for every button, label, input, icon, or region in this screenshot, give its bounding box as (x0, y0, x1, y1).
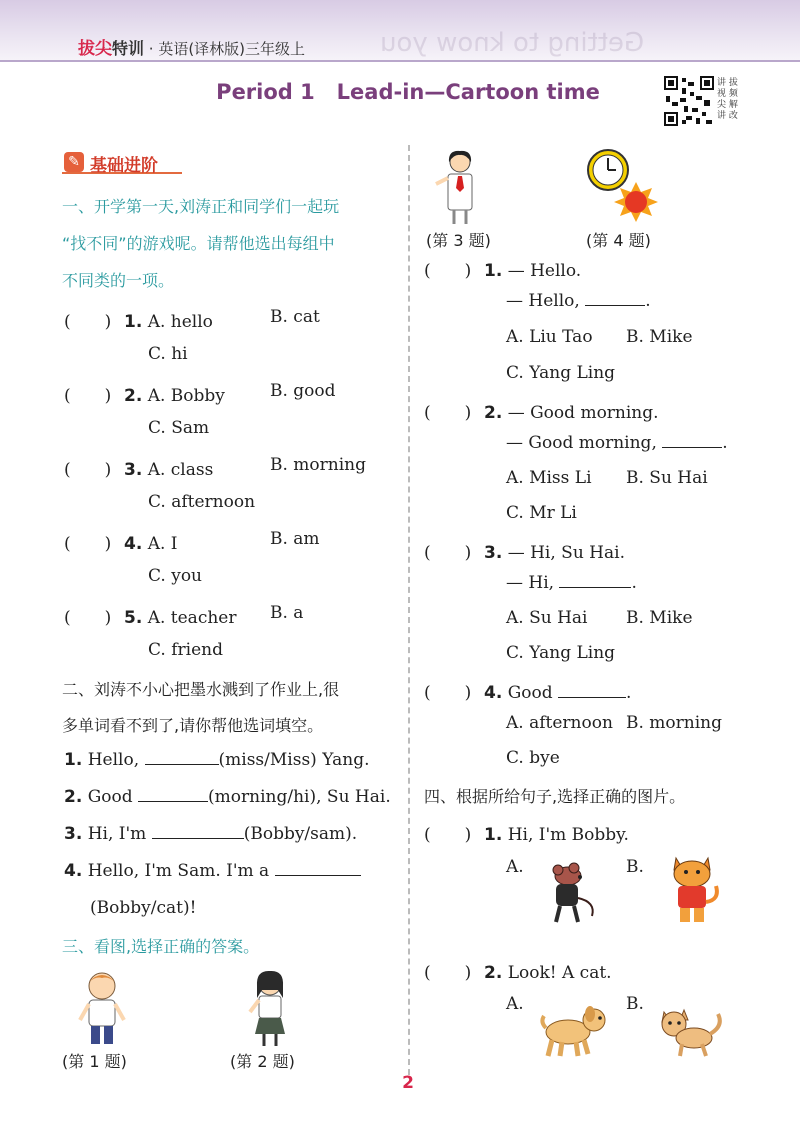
header-ghost-text: Getting to know you (380, 28, 645, 58)
answer-blank[interactable]: ( ) (424, 543, 472, 563)
answer-blank[interactable]: ( ) (424, 261, 472, 281)
option-b-label: B. (626, 994, 644, 1014)
part1-instruction-line3: 不同类的一项。 (62, 271, 175, 290)
fill-blank[interactable] (559, 574, 631, 588)
kitten-figure-icon[interactable] (656, 1004, 728, 1060)
book-brand (78, 34, 305, 59)
fill-blank[interactable] (145, 751, 219, 765)
brand-red: 拔尖 (78, 39, 112, 59)
part3-item-line: — Hello, . (506, 291, 651, 311)
part3-item: ( ) 1. — Hello. (424, 256, 581, 281)
fill-blank[interactable] (275, 862, 361, 876)
part2-item: 3. Hi, I'm (Bobby/sam). (64, 824, 358, 844)
section-label: 基础进阶 (90, 156, 158, 176)
part3-item: ( ) 3. — Hi, Su Hai. (424, 538, 625, 563)
brand-rest: · 英语(译林版)三年级上 (148, 40, 306, 58)
dog-figure-icon[interactable] (538, 1000, 610, 1060)
girl-figure-icon (240, 968, 300, 1048)
part3-item: ( ) 4. Good . (424, 678, 631, 703)
caption-q3: (第 3 题) (426, 231, 491, 250)
answer-blank[interactable]: ( ) (424, 825, 472, 845)
part3-item: ( ) 2. — Good morning. (424, 398, 659, 423)
part2-item: 4. Hello, I'm Sam. I'm a (64, 861, 361, 881)
part2-instruction-line2: 多单词看不到了,请你帮他选词填空。 (62, 716, 324, 735)
mouse-figure-icon[interactable] (540, 862, 600, 926)
fill-blank[interactable] (558, 684, 626, 698)
part1-instruction-line2: “找不同”的游戏呢。请帮他选出每组中 (62, 234, 335, 253)
caption-q1: (第 1 题) (62, 1052, 127, 1071)
caption-q4: (第 4 题) (586, 231, 651, 250)
answer-blank[interactable]: ( ) (424, 963, 472, 983)
part3-item-line: — Hi, . (506, 573, 637, 593)
answer-blank[interactable]: ( ) (64, 608, 112, 628)
answer-blank[interactable]: ( ) (64, 460, 112, 480)
answer-blank[interactable]: ( ) (64, 386, 112, 406)
pencil-icon: ✎ (64, 152, 84, 172)
caption-q2: (第 2 题) (230, 1052, 295, 1071)
answer-blank[interactable]: ( ) (64, 312, 112, 332)
page-number: 2 (402, 1073, 414, 1093)
teacher-figure-icon (430, 148, 490, 226)
part2-item4-line2: (Bobby/cat)! (90, 898, 197, 918)
option-a-label: A. (506, 994, 524, 1014)
qr-code-icon[interactable] (664, 76, 714, 126)
page-title: Period 1 Lead-in—Cartoon time (216, 80, 600, 104)
part4-instruction: 四、根据所给句子,选择正确的图片。 (424, 787, 686, 806)
part3-instruction: 三、看图,选择正确的答案。 (62, 937, 260, 956)
option-a-label: A. (506, 857, 524, 877)
option-b-label: B. (626, 857, 644, 877)
clock-sun-icon (584, 148, 664, 224)
fill-blank[interactable] (662, 434, 722, 448)
boy-figure-icon (72, 968, 132, 1048)
brand-bold: 特训 (112, 39, 145, 58)
answer-blank[interactable]: ( ) (424, 403, 472, 423)
part4-item: ( ) 1. Hi, I'm Bobby. (424, 820, 629, 845)
part3-item-line: — Good morning, . (506, 433, 728, 453)
answer-blank[interactable]: ( ) (424, 683, 472, 703)
fill-blank[interactable] (138, 788, 208, 802)
section-header (62, 150, 182, 174)
qr-caption: 讲 拔 视 频 尖 解 讲 改 (717, 78, 738, 121)
column-divider (408, 145, 410, 1075)
part2-item: 2. Good (morning/hi), Su Hai. (64, 787, 391, 807)
part2-item: 1. Hello, (miss/Miss) Yang. (64, 750, 370, 770)
part1-instruction-line1: 一、开学第一天,刘涛正和同学们一起玩 (62, 197, 340, 216)
part2-instruction-line1: 二、刘涛不小心把墨水溅到了作业上,很 (62, 680, 340, 699)
fill-blank[interactable] (585, 292, 645, 306)
part4-item: ( ) 2. Look! A cat. (424, 958, 612, 983)
answer-blank[interactable]: ( ) (64, 534, 112, 554)
fill-blank[interactable] (152, 825, 244, 839)
cat-figure-icon[interactable] (664, 852, 724, 928)
